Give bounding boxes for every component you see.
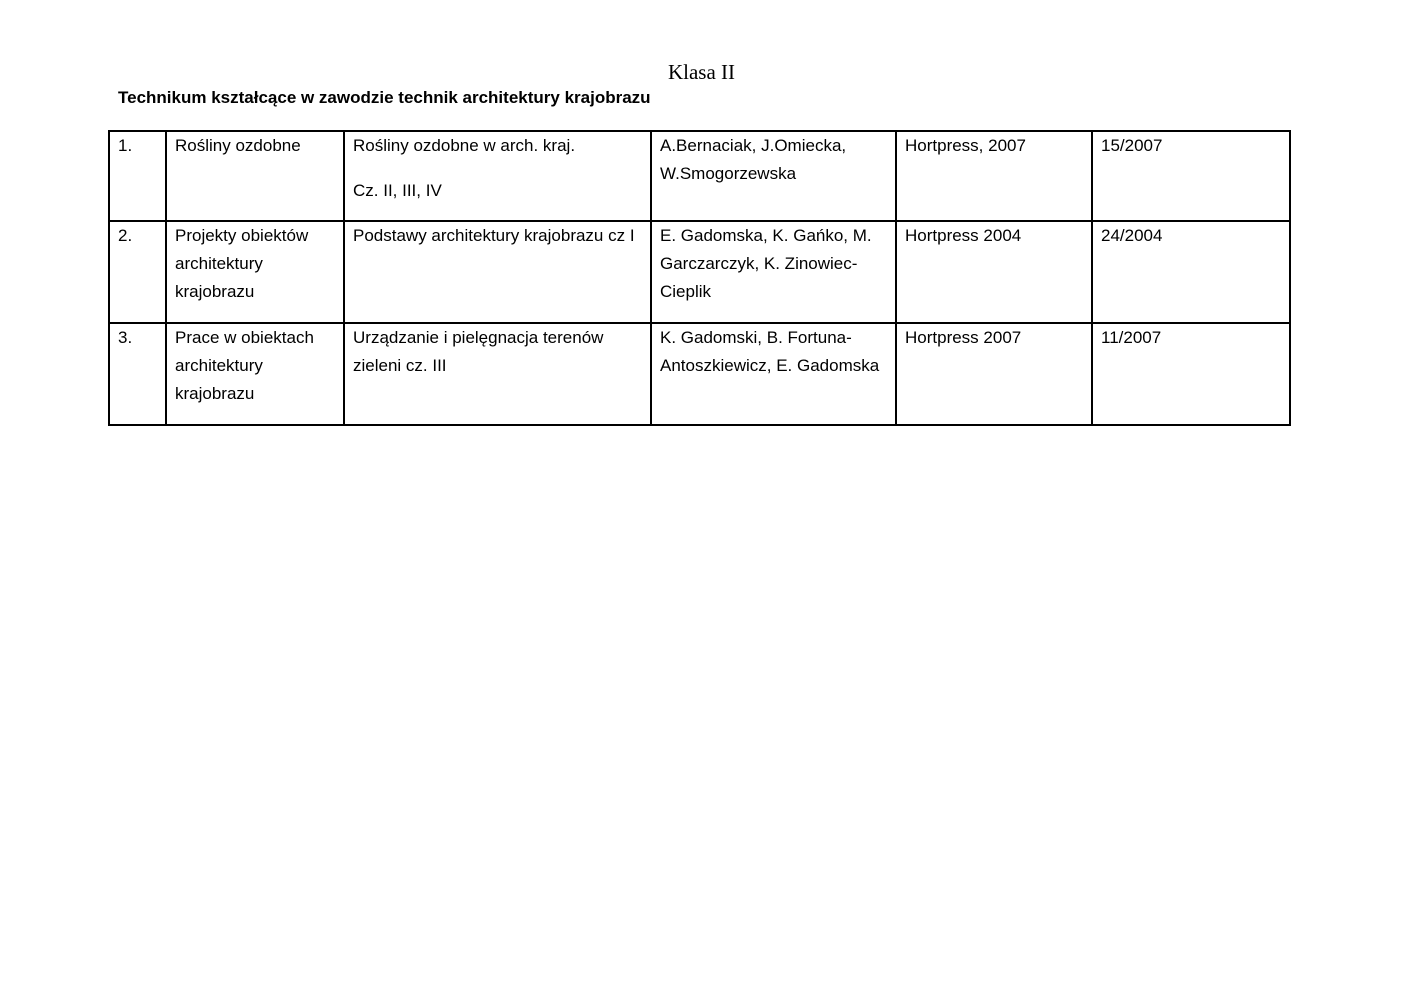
authors-cell: K. Gadomski, B. Fortuna-Antoszkiewicz, E. Gadomska (651, 323, 896, 425)
subject-cell: Prace w obiektach architektury krajobrazu (166, 323, 344, 425)
authors-cell: E. Gadomska, K. Gańko, M. Garczarczyk, K. Zinowiec-Cieplik (651, 221, 896, 323)
authors-cell: A.Bernaciak, J.Omiecka, W.Smogorzewska (651, 131, 896, 221)
book-title-cell (344, 131, 651, 221)
page-title: Klasa II (667, 60, 736, 84)
subject-cell: Rośliny ozdobne (166, 131, 344, 221)
book-title-cell: Urządzanie i pielęgnacja terenów zieleni cz. III (344, 323, 651, 425)
row-number-cell: 1. (109, 131, 166, 221)
publisher-cell: Hortpress 2004 (896, 221, 1092, 323)
book-title-line: Rośliny ozdobne w arch. kraj. (353, 136, 576, 155)
publisher-cell: Hortpress, 2007 (896, 131, 1092, 221)
table-row (109, 323, 1290, 425)
textbook-table (108, 130, 1291, 426)
book-title-line: Cz. II, III, IV (353, 181, 442, 200)
publisher-cell: Hortpress 2007 (896, 323, 1092, 425)
row-number-cell: 3. (109, 323, 166, 425)
subject-cell: Projekty obiektów architektury krajobrazu (166, 221, 344, 323)
book-title-cell: Podstawy architektury krajobrazu cz I (344, 221, 651, 323)
approval-number-cell: 15/2007 (1092, 131, 1290, 221)
table-row (109, 131, 1290, 221)
row-number-cell: 2. (109, 221, 166, 323)
document-subtitle: Technikum kształcące w zawodzie technik architektury krajobrazu (118, 88, 651, 107)
table-row (109, 221, 1290, 323)
approval-number-cell: 24/2004 (1092, 221, 1290, 323)
approval-number-cell: 11/2007 (1092, 323, 1290, 425)
